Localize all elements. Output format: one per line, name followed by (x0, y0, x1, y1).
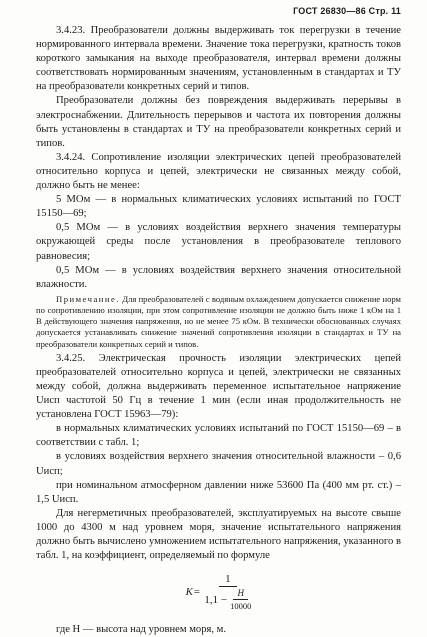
formula-den-prefix: 1,1 − (204, 594, 228, 607)
insulation-upper-temperature: 0,5 МОм — в условиях воздействия верхнего значения температуры окружающей среды после установления в преобразователе теплового равновесия; (36, 222, 401, 262)
formula-inner-numerator: H (233, 588, 248, 600)
formula-inner-denominator: 10000 (230, 601, 252, 612)
insulation-upper-humidity: 0,5 МОм — в условиях воздействия верхнего значения относительной влажности. (36, 264, 401, 290)
altitude-coefficient-formula (36, 567, 401, 617)
formula-inner-fraction (230, 588, 251, 612)
note (36, 294, 401, 350)
paragraph-3-4-25: 3.4.25. Электрическая прочность изоляции электрических цепей преобразователей относительно корпуса и цепей, электрически не связанных между собой, должна выдерживать переменное испытательное напряжение Uисп частотой 50 Гц в течение 1 мин (если иная продолжительность не установлена ГОСТ 15963—79): (36, 352, 401, 421)
formula-fraction (204, 572, 251, 612)
paragraph-3-4-24: 3.4.24. Сопротивление изоляции электрических цепей преобразователей относительно корпуса и цепей, электрически не связанных между собой, должно быть не менее: (36, 151, 401, 192)
strength-upper-humidity: в условиях воздействия верхнего значения относительной влажности – 0,6 Uисп; (36, 451, 401, 477)
paragraph-power-interruptions: Преобразователи должны без повреждения выдерживать перерывы в электроснабжении. Длительность перерывов и частота их повторения должны быть установлены в стандартах и ТУ на преобразователи конкретных серий и типов. (36, 95, 401, 149)
paragraph-3-4-23: 3.4.23. Преобразователи должны выдерживать ток перегрузки в течение нормированного интервала времени. Значение тока перегрузки, кратность токов короткого замыкания на выходе преобразователя, интервал времени должны соответствовать нормированным значениям, установленным в стандартах и ТУ на преобразователи конкретных серий и типов. (36, 25, 401, 93)
strength-low-pressure: при номинальном атмосферном давлении ниже 53600 Па (400 мм рт. ст.) – 1,5 Uисп. (36, 479, 401, 505)
formula-denominator (204, 587, 251, 612)
insulation-normal-conditions: 5 МОм — в нормальных климатических условиях испытаний по ГОСТ 15150—69; (36, 194, 401, 220)
paragraph-altitude: Для негерметичных преобразователей, эксплуатируемых на высоте свыше 1000 до 4300 м над уровнем моря, значение испытательного напряжения должно быть вычислено умножением испытательного напряжения, указанного в табл. 1, на коэффициент, определяемый по формуле (36, 507, 401, 562)
formula-numerator: 1 (219, 572, 237, 587)
formula-lhs: K= (185, 586, 201, 599)
page-header: ГОСТ 26830—86 Стр. 11 (293, 6, 401, 16)
document-body (36, 24, 401, 637)
note-text: Для преобразователей с водяным охлаждением допускается снижение норм по сопротивлению изоляции, при этом сопротивление изоляции не должно быть ниже 1 кОм на 1 В действующего значения напряжения, но не менее 75 кОм. В технически обоснованных случаях допускается устанавливать снижение значений сопротивления изоляции в стандартах и ТУ на преобразователи конкретных серий и типов. (36, 293, 401, 349)
formula-legend: где H — высота над уровнем моря, м. (56, 624, 227, 636)
strength-normal-conditions: в нормальных климатических условиях испытаний по ГОСТ 15150—69 – в соответствии с табл. 1; (36, 423, 401, 449)
note-label: Примечание. (56, 293, 120, 304)
